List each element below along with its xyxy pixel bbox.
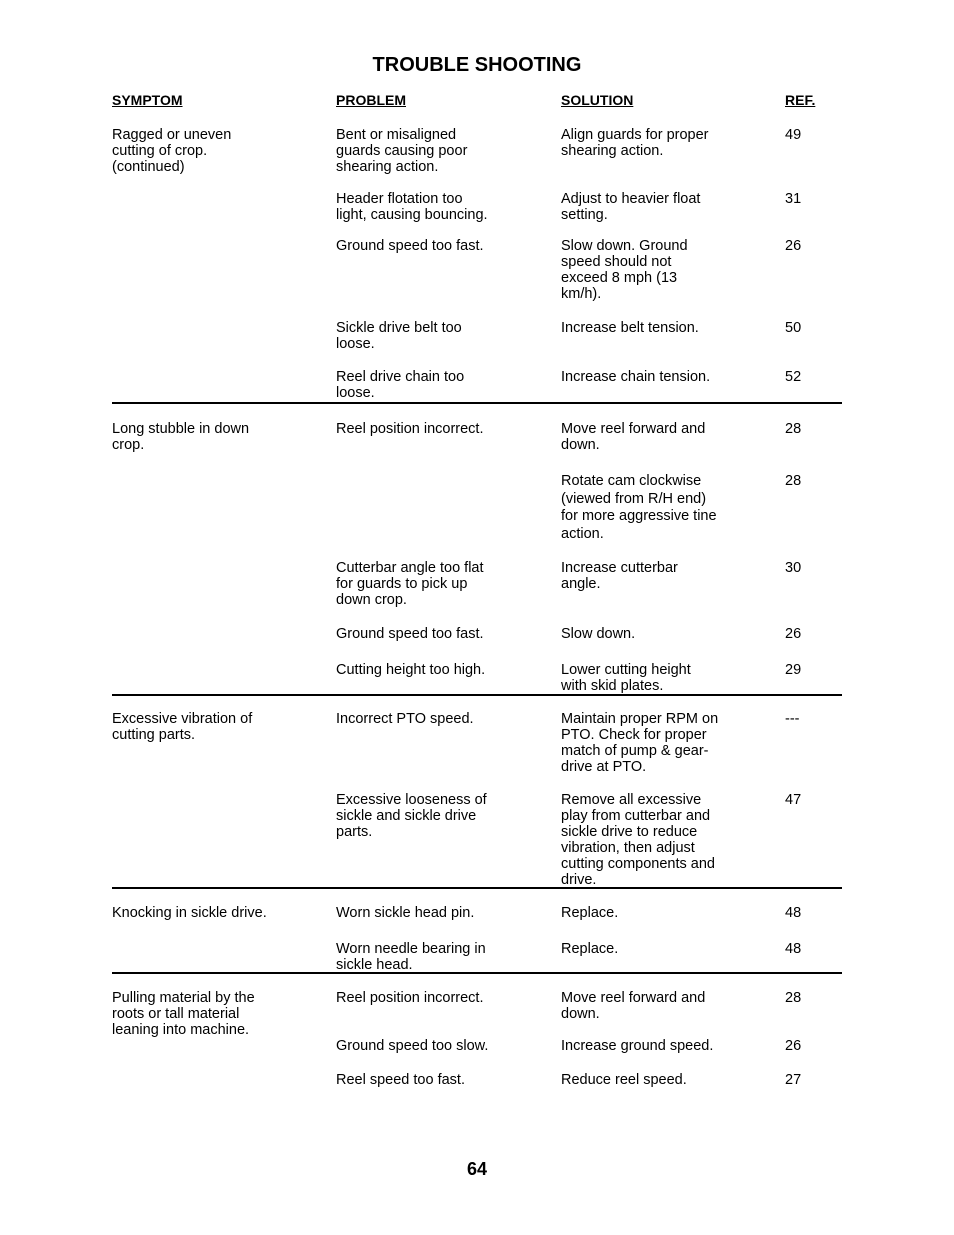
solution-cell: Maintain proper RPM on PTO. Check for proper match of pump & gear- drive at PTO.	[561, 711, 719, 775]
solution-cell: Lower cutting height with skid plates.	[561, 662, 691, 694]
problem-cell: Reel speed too fast.	[336, 1072, 465, 1088]
ref-cell: 27	[785, 1072, 802, 1088]
problem-cell: Cutterbar angle too flat for guards to pick up down crop.	[336, 560, 484, 608]
section-divider	[112, 972, 842, 974]
solution-cell: Replace.	[561, 905, 619, 921]
ref-cell: 29	[785, 662, 802, 678]
problem-cell: Ground speed too fast.	[336, 238, 484, 254]
ref-cell: 26	[785, 1038, 802, 1054]
solution-cell: Align guards for proper shearing action.	[561, 127, 709, 159]
symptom-cell: Pulling material by the roots or tall material leaning into machine.	[112, 990, 255, 1038]
ref-cell: 48	[785, 941, 802, 957]
problem-cell: Incorrect PTO speed.	[336, 711, 474, 727]
ref-cell: 47	[785, 792, 802, 808]
solution-cell: Remove all excessive play from cutterbar and sickle drive to reduce vibration, then adjust cutting components and drive.	[561, 792, 715, 888]
header-solution: SOLUTION	[561, 92, 634, 108]
problem-cell: Bent or misaligned guards causing poor shearing action.	[336, 127, 468, 175]
ref-cell: 28	[785, 990, 802, 1006]
problem-cell: Worn sickle head pin.	[336, 905, 475, 921]
ref-cell: 52	[785, 369, 802, 385]
problem-cell: Ground speed too slow.	[336, 1038, 489, 1054]
problem-cell: Worn needle bearing in sickle head.	[336, 941, 486, 973]
section-divider	[112, 402, 842, 404]
symptom-cell: Ragged or uneven cutting of crop. (continued)	[112, 127, 232, 175]
problem-cell: Excessive looseness of sickle and sickle drive parts.	[336, 792, 487, 840]
ref-cell: 26	[785, 626, 802, 642]
solution-cell: Slow down.	[561, 626, 636, 642]
ref-cell: 50	[785, 320, 802, 336]
problem-cell: Sickle drive belt too loose.	[336, 320, 462, 352]
ref-cell: 28	[785, 421, 802, 437]
solution-cell: Adjust to heavier float setting.	[561, 191, 701, 223]
problem-cell: Reel position incorrect.	[336, 421, 484, 437]
problem-cell: Ground speed too fast.	[336, 626, 484, 642]
solution-cell: Rotate cam clockwise (viewed from R/H end) for more aggressive tine action.	[561, 473, 717, 542]
page-number: 64	[466, 1159, 488, 1179]
solution-cell: Increase ground speed.	[561, 1038, 714, 1054]
solution-cell: Increase cutterbar angle.	[561, 560, 678, 592]
solution-cell: Move reel forward and down.	[561, 990, 706, 1022]
symptom-cell: Knocking in sickle drive.	[112, 905, 267, 921]
solution-cell: Increase belt tension.	[561, 320, 699, 336]
problem-cell: Cutting height too high.	[336, 662, 486, 678]
page-title: TROUBLE SHOOTING	[372, 54, 582, 76]
header-symptom: SYMPTOM	[112, 92, 183, 108]
header-problem: PROBLEM	[336, 92, 406, 108]
ref-cell: 49	[785, 127, 802, 143]
problem-cell: Reel position incorrect.	[336, 990, 484, 1006]
solution-cell: Slow down. Ground speed should not exceed 8 mph (13 km/h).	[561, 238, 688, 302]
problem-cell: Reel drive chain too loose.	[336, 369, 465, 401]
solution-cell: Move reel forward and down.	[561, 421, 706, 453]
symptom-cell: Excessive vibration of cutting parts.	[112, 711, 253, 743]
symptom-cell: Long stubble in down crop.	[112, 421, 250, 453]
solution-cell: Replace.	[561, 941, 619, 957]
section-divider	[112, 887, 842, 889]
ref-cell: 28	[785, 473, 802, 489]
section-divider	[112, 694, 842, 696]
problem-cell: Header flotation too light, causing bouncing.	[336, 191, 488, 223]
ref-cell: 30	[785, 560, 802, 576]
ref-cell: 26	[785, 238, 802, 254]
solution-cell: Increase chain tension.	[561, 369, 711, 385]
ref-cell: 31	[785, 191, 802, 207]
ref-cell: 48	[785, 905, 802, 921]
ref-cell: ---	[785, 711, 800, 727]
header-ref: REF.	[785, 92, 816, 108]
solution-cell: Reduce reel speed.	[561, 1072, 687, 1088]
